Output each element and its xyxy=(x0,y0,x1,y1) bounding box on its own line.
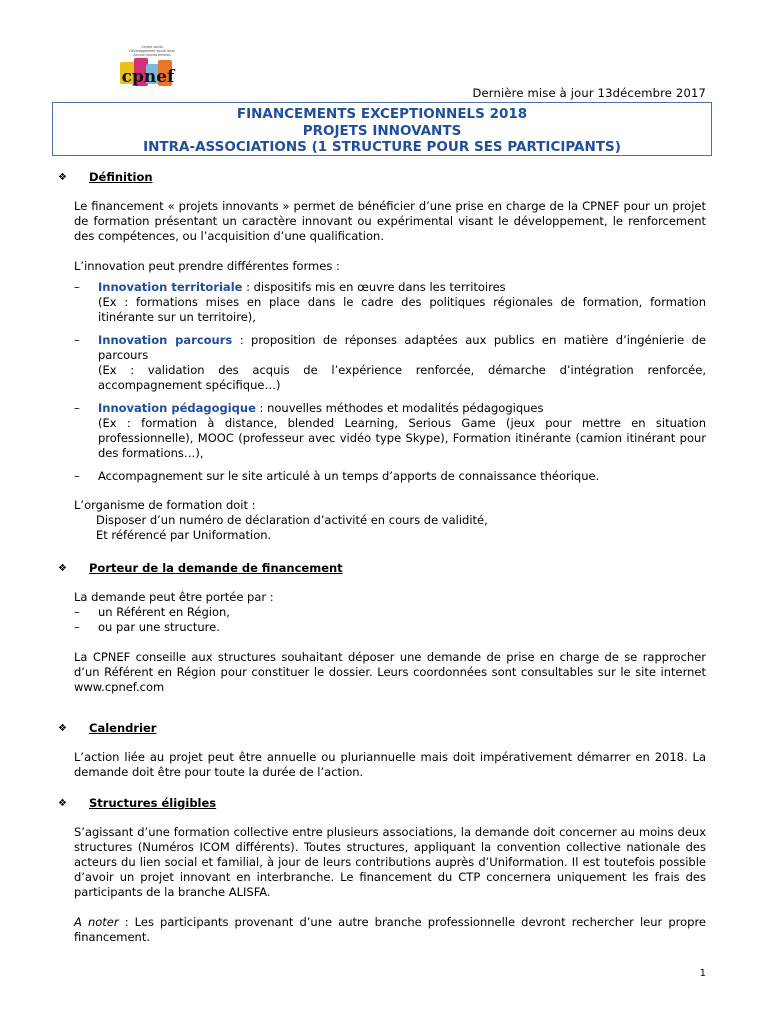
title-line-2: PROJETS INNOVANTS xyxy=(302,122,462,139)
title-line-1: FINANCEMENTS EXCEPTIONNELS 2018 xyxy=(236,106,528,122)
list-item: – ou par une structure. xyxy=(74,620,220,634)
document-body xyxy=(56,170,706,960)
structures-note: A noter : Les participants provenant d’une autre branche professionnelle devront rechercher leur propre financement. xyxy=(74,915,706,944)
diamond-bullet-icon: ❖ xyxy=(58,723,67,734)
org-line-2: Et référencé par Uniformation. xyxy=(96,528,272,542)
title-line-3: INTRA-ASSOCIATIONS (1 STRUCTURE POUR SES PARTICIPANTS) xyxy=(143,139,621,155)
page-number: 1 xyxy=(699,968,706,979)
diamond-bullet-icon: ❖ xyxy=(58,172,67,183)
org-intro: L’organisme de formation doit : xyxy=(74,498,256,512)
svg-text:Centre social: Centre social xyxy=(141,45,163,49)
cpnef-logo xyxy=(112,42,186,94)
calendrier-text: L’action liée au projet peut être annuelle ou pluriannuelle mais doit impérativement démarrer en 2018. La demande doit être pour toute la durée de l’action. xyxy=(74,750,706,779)
section-heading-porteur: ❖ Porteur de la demande de financement xyxy=(58,561,343,575)
diamond-bullet-icon: ❖ xyxy=(58,798,67,809)
porteur-advice: La CPNEF conseille aux structures souhaitant déposer une demande de prise en charge de se rapprocher d’un Référent en Région pour constituer le dossier. Leurs coordonnées sont consultables sur le site internet www.cpnef.com xyxy=(74,650,706,694)
svg-text:Accueil jeunes enfants: Accueil jeunes enfants xyxy=(133,53,171,57)
porteur-intro: La demande peut être portée par : xyxy=(74,590,274,604)
svg-text:Développement social local: Développement social local xyxy=(129,49,175,53)
list-item: – un Référent en Région, xyxy=(74,605,230,619)
list-item: – Accompagnement sur le site articulé à un temps d’apports de connaissance théorique. xyxy=(74,469,600,483)
diamond-bullet-icon: ❖ xyxy=(58,563,67,574)
structures-text: S’agissant d’une formation collective entre plusieurs associations, la demande doit concerner au moins deux structures (Numéros ICOM différents). Toutes structures, appliquant la convention collective nationale des acteurs du lien social et familial, à jour de leurs contributions auprès d’Uniformation. Il est toutefois possible d’avoir un projet innovant en interbranche. Le financement du CTP concernera uniquement les frais des participants de la branche ALISFA. xyxy=(74,825,706,899)
last-update: Dernière mise à jour 13décembre 2017 xyxy=(472,86,706,100)
section-heading-calendrier: ❖ Calendrier xyxy=(58,721,157,735)
list-item: – Innovation parcours : proposition de réponses adaptées aux publics en matière d’ingénierie de parcours (Ex : validation des acquis de l’expérience renforcée, démarche d’intégration renforcée, accompagnement spécifique…) xyxy=(74,333,706,392)
definition-intro: Le financement « projets innovants » permet de bénéficier d’une prise en charge de la CPNEF pour un projet de formation présentant un caractère innovant ou expérimental visant le développement, le renforcement des compétences, ou l’acquisition d’une qualification. xyxy=(74,199,706,243)
list-item: – Innovation pédagogique : nouvelles méthodes et modalités pédagogiques (Ex : formation à distance, blended Learning, Serious Game (jeux pour mettre en situation professionnelle), MOOC (professeur avec vidéo type Skype), Formation itinérante (camion itinérant pour des formations…), xyxy=(74,401,706,460)
org-line-1: Disposer d’un numéro de déclaration d’activité en cours de validité, xyxy=(96,513,488,527)
list-item: – Innovation territoriale : dispositifs mis en œuvre dans les territoires (Ex : formations mises en place dans le cadre des politiques régionales de formation, formation itinérante sur un territoire), xyxy=(74,280,706,324)
svg-text:cpnef: cpnef xyxy=(121,67,175,87)
section-heading-definition: ❖ Définition xyxy=(58,170,153,184)
section-heading-structures: ❖ Structures éligibles xyxy=(58,796,217,810)
forms-intro: L’innovation peut prendre différentes formes : xyxy=(74,259,340,273)
title-box xyxy=(52,102,712,156)
